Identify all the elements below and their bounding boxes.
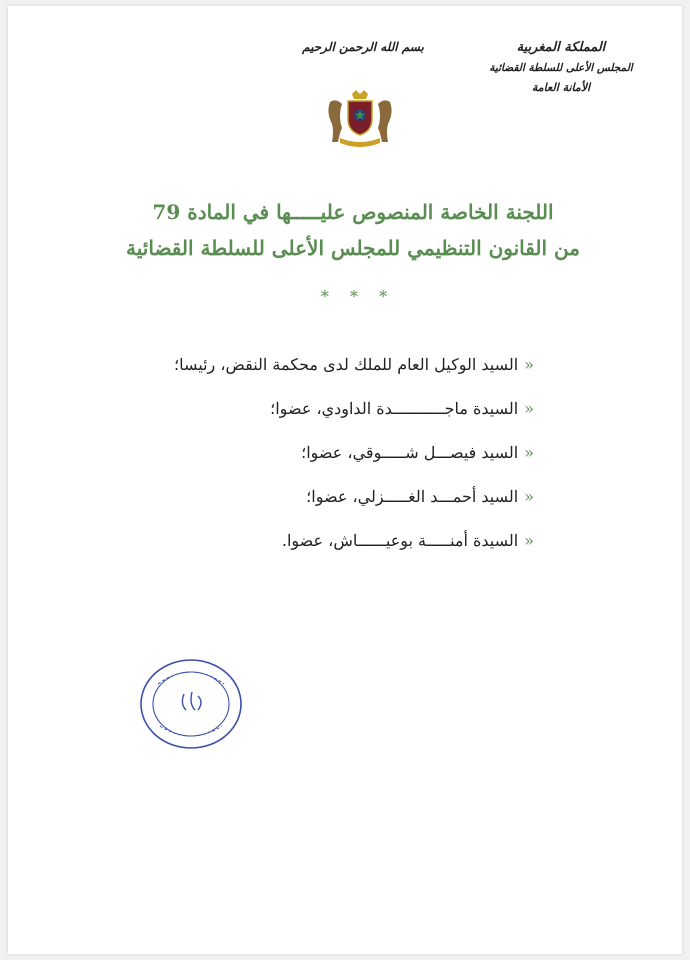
document-page bbox=[8, 6, 682, 954]
title-line-1: اللجنة الخاصة المنصوص عليـــــها في المادة 79 bbox=[152, 200, 554, 224]
double-chevron-icon: « bbox=[524, 354, 534, 374]
list-item bbox=[134, 430, 534, 474]
list-item bbox=[134, 518, 534, 562]
letterhead bbox=[486, 38, 636, 98]
basmala: بسم الله الرحمن الرحيم bbox=[302, 40, 424, 54]
list-item bbox=[134, 342, 534, 386]
letterhead-council: المجلس الأعلى للسلطة القضائية bbox=[489, 62, 633, 74]
document-title bbox=[108, 196, 598, 268]
double-chevron-icon: « bbox=[524, 398, 534, 418]
double-chevron-icon: « bbox=[524, 530, 534, 550]
double-chevron-icon: « bbox=[524, 486, 534, 506]
title-line-2: من القانون التنظيمي للمجلس الأعلى للسلطة القضائية bbox=[126, 236, 580, 260]
list-item bbox=[134, 386, 534, 430]
list-item bbox=[134, 474, 534, 518]
member-text: السيدة ماجـــــــــــدة الداودي، عضوا؛ bbox=[270, 398, 519, 418]
member-text: السيد الوكيل العام للملك لدى محكمة النقض، رئيسا؛ bbox=[174, 354, 519, 374]
letterhead-country: المملكة المغربية bbox=[516, 40, 606, 55]
letterhead-secretariat: الأمانة العامة bbox=[531, 81, 591, 94]
member-text: السيدة أمنـــــة بوعيــــــاش، عضوا. bbox=[281, 530, 519, 550]
official-stamp-icon bbox=[136, 654, 246, 754]
member-text: السيد فيصـــل شـــــوقي، عضوا؛ bbox=[301, 442, 519, 462]
double-chevron-icon: « bbox=[524, 442, 534, 462]
emblem-icon bbox=[324, 88, 396, 150]
title-separator: * * * bbox=[320, 287, 396, 306]
member-text: السيد أحمـــد الغـــــزلي، عضوا؛ bbox=[306, 486, 519, 506]
members-list bbox=[134, 342, 534, 562]
